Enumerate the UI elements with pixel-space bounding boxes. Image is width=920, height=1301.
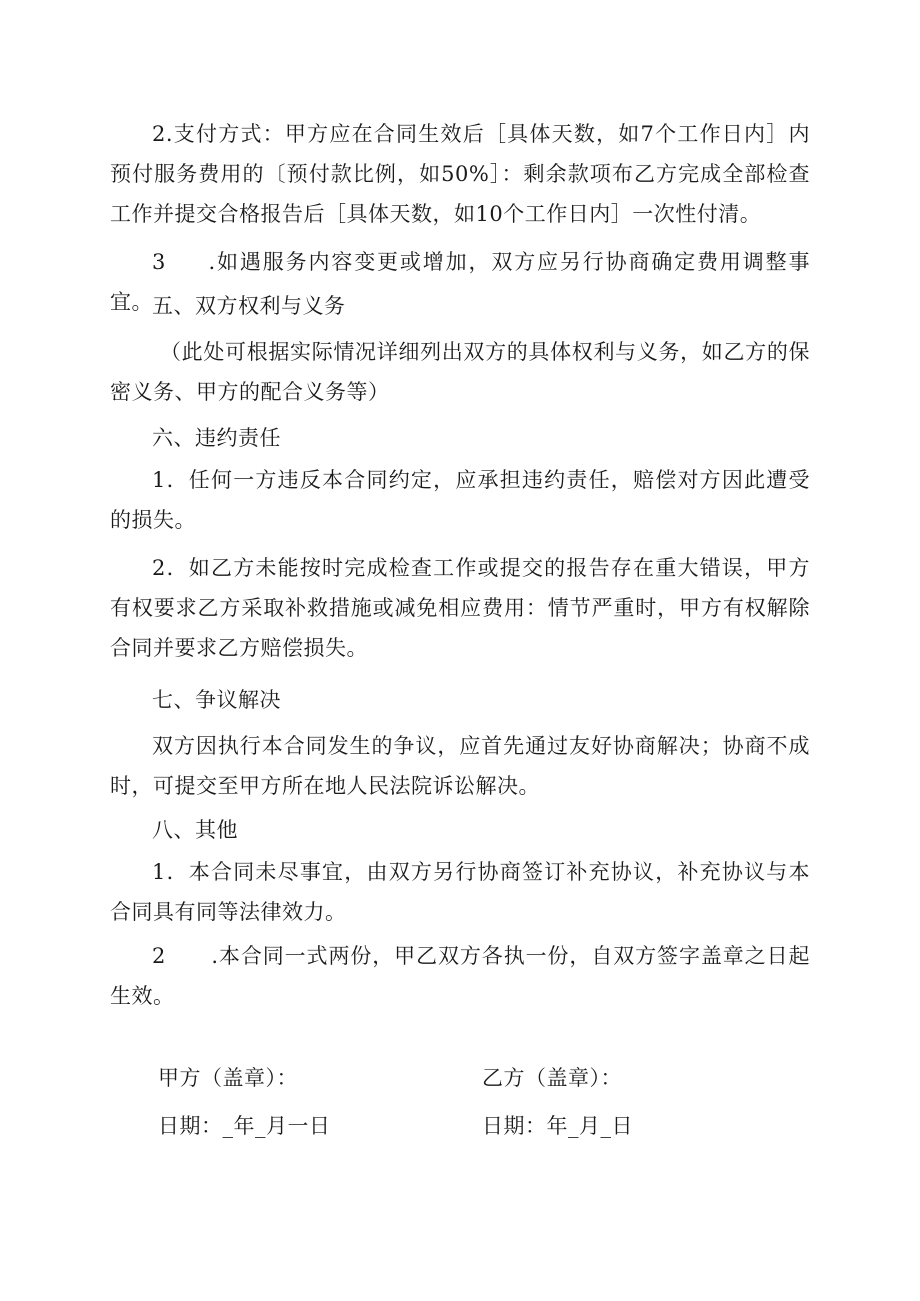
party-b-date: 日期：年_月_日: [482, 1114, 633, 1138]
section-heading-dispute: 七、争议解决: [152, 688, 281, 712]
section-heading-rights-obligations: 五、双方权利与义务: [152, 294, 346, 318]
party-a-seal-label: 甲方（盖章）：: [158, 1066, 298, 1090]
party-b-seal-label: 乙方（盖章）：: [482, 1066, 622, 1090]
section-heading-breach: 六、违约责任: [152, 426, 281, 450]
rights-obligations-note: （此处可根据实际情况详细列出双方的具体权利与义务，如乙方的保密义务、甲方的配合义务等）: [110, 340, 810, 404]
breach-clause-1: 1．任何一方违反本合同约定，应承担违约责任，赔偿对方因此遭受的损失。: [110, 468, 810, 532]
other-clause-1: 1．本合同未尽事宜，由双方另行协商签订补充协议，补充协议与本合同具有同等法律效力。: [110, 860, 810, 924]
party-a-date: 日期：_年_月一日: [158, 1114, 331, 1138]
dispute-clause: 双方因执行本合同发生的争议，应首先通过友好协商解决；协商不成时，可提交至甲方所在地人民法院诉讼解决。: [110, 734, 810, 798]
breach-clause-2: 2．如乙方未能按时完成检查工作或提交的报告存在重大错误，甲方有权要求乙方采取补救措施或减免相应费用：情节严重时，甲方有权解除合同并要求乙方赔偿损失。: [110, 556, 810, 660]
service-change-clause: 3 .如遇服务内容变更或增加，双方应另行协商确定费用调整事宜。: [110, 250, 810, 314]
section-heading-other: 八、其他: [152, 818, 238, 842]
payment-method-clause: 2.支付方式：甲方应在合同生效后［具体天数，如7个工作日内］内预付服务费用的〔预付款比例，如50%］：剩余款项布乙方完成全部检查工作并提交合格报告后［具体天数，如10个工作日内］一次性付清。: [110, 122, 810, 226]
other-clause-2: 2 .本合同一式两份，甲乙双方各执一份，自双方签字盖章之日起生效。: [110, 944, 810, 1008]
